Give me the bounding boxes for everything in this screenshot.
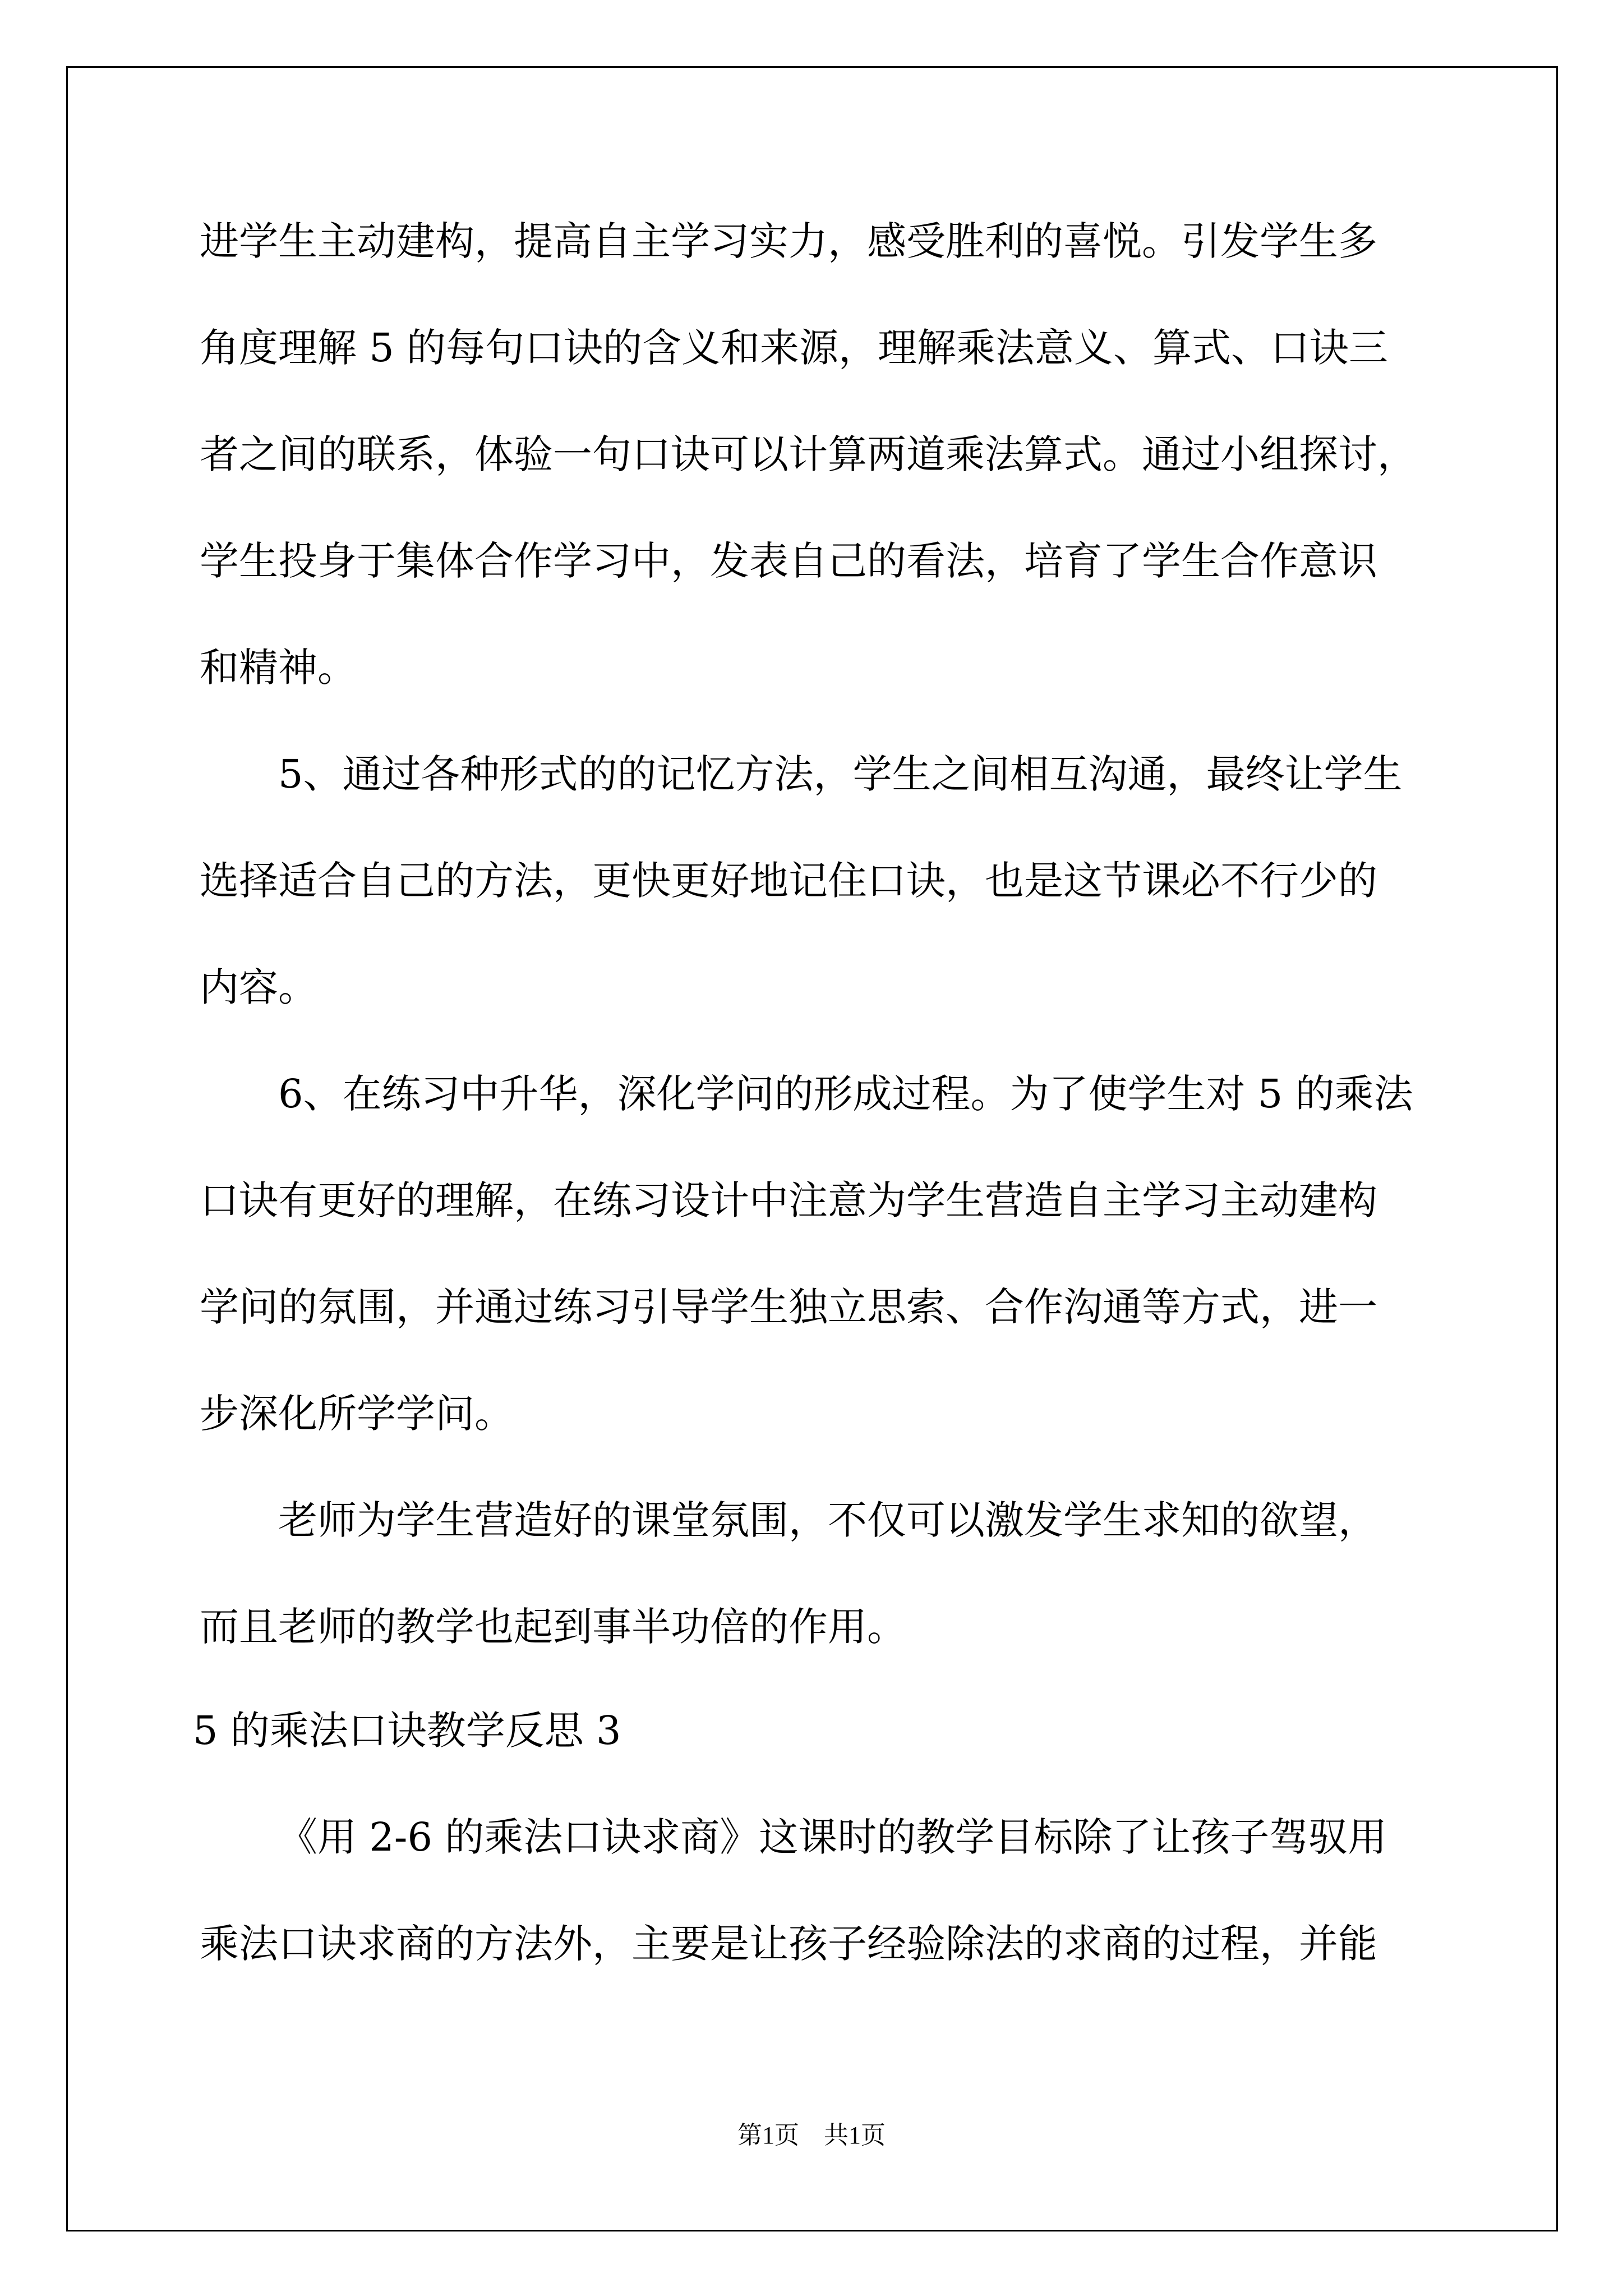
text-line: 老师为学生营造好的课堂氛围，不仅可以激发学生求知的欲望，	[278, 1497, 1377, 1543]
text-line: 学生投身于集体合作学习中，发表自己的看法，培育了学生合作意识	[200, 538, 1377, 584]
text-line: 角度理解 5 的每句口诀的含义和来源，理解乘法意义、算式、口诀三	[200, 325, 1389, 371]
text-line: 《用 2-6 的乘法口诀求商》这课时的教学目标除了让孩子驾驭用	[278, 1814, 1387, 1860]
text-line: 而且老师的教学也起到事半功倍的作用。	[200, 1604, 906, 1650]
page-footer: 第1页 共1页	[737, 2122, 886, 2149]
text-line: 和精神。	[200, 645, 357, 691]
text-line: 内容。	[200, 964, 317, 1010]
text-line: 学问的氛围，并通过练习引导学生独立思索、合作沟通等方式，进一	[200, 1284, 1377, 1330]
section-heading: 5 的乘法口诀教学反思 3	[193, 1708, 621, 1754]
text-line: 6、在练习中升华，深化学问的形成过程。为了使学生对 5 的乘法	[278, 1071, 1413, 1117]
text-line: 口诀有更好的理解，在练习设计中注意为学生营造自主学习主动建构	[200, 1177, 1377, 1223]
text-line: 选择适合自己的方法，更快更好地记住口诀，也是这节课必不行少的	[200, 858, 1377, 904]
text-line: 5、通过各种形式的的记忆方法，学生之间相互沟通，最终让学生	[278, 751, 1403, 797]
text-line: 乘法口诀求商的方法外，主要是让孩子经验除法的求商的过程，并能	[200, 1921, 1377, 1967]
text-line: 进学生主动建构，提高自主学习实力，感受胜利的喜悦。引发学生多	[200, 218, 1377, 264]
text-line: 步深化所学学问。	[200, 1391, 514, 1437]
text-line: 者之间的联系，体验一句口诀可以计算两道乘法算式。通过小组探讨，	[200, 431, 1417, 477]
page-border	[66, 66, 1558, 2231]
